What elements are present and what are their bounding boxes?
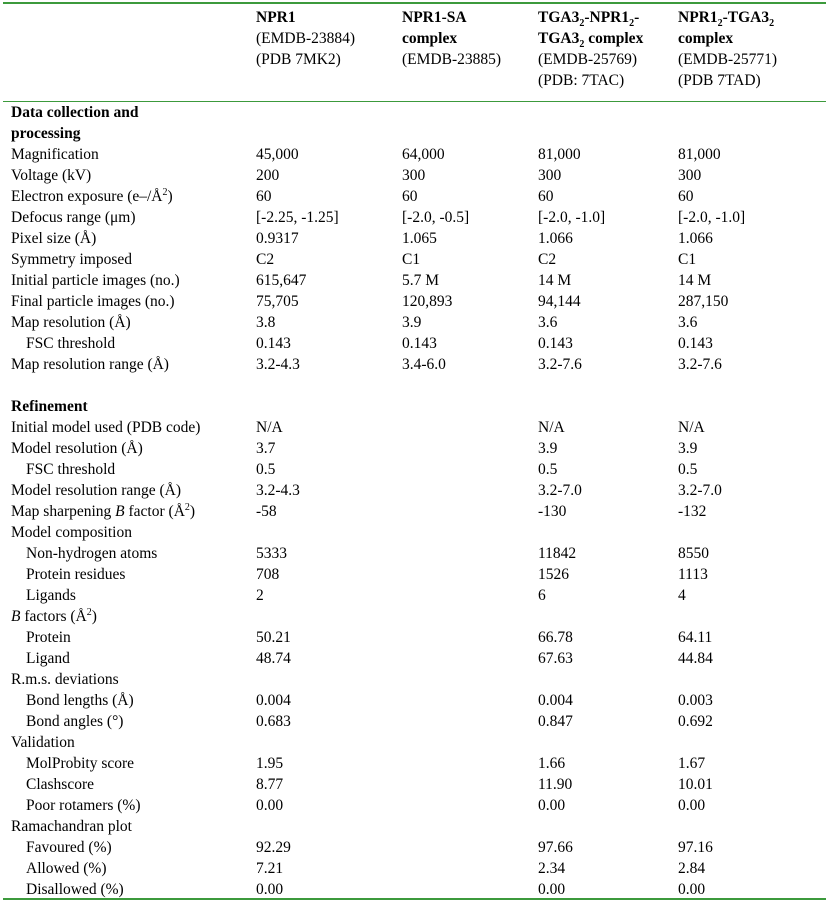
row-label: Clashscore	[26, 776, 95, 793]
row-label: Validation	[11, 734, 75, 751]
table-row-magnification	[0, 144, 829, 165]
column-subtitle: (EMDB-25769)	[538, 51, 638, 68]
cell-value	[256, 606, 402, 627]
cell-value: 10.01	[678, 776, 713, 793]
cell-value: 0.143	[402, 335, 437, 352]
cell-value: 0.847	[538, 713, 573, 730]
cell-value: 200	[256, 167, 280, 184]
cell-value: 3.2-4.3	[256, 356, 300, 373]
cell-value: 300	[402, 167, 426, 184]
cell-value	[402, 711, 538, 732]
row-label: FSC threshold	[26, 461, 116, 478]
cell-value: 60	[538, 188, 554, 205]
row-label: Electron exposure $(e-/Å^2)$	[11, 186, 173, 205]
table-row-pixel	[0, 228, 829, 249]
row-label: Non-hydrogen atoms	[26, 545, 158, 562]
cell-value: 64.11	[678, 629, 713, 646]
cell-value: 3.8	[256, 314, 276, 331]
cell-value: N/A	[678, 419, 705, 436]
cell-value: 3.6	[538, 314, 558, 331]
cell-value: 0.003	[678, 692, 713, 709]
row-label: Map sharpening B factor $(Å^2)$	[11, 501, 196, 520]
table-row-symmetry	[0, 249, 829, 270]
cell-value: 45,000	[256, 146, 299, 163]
table-row-disallowed	[0, 879, 829, 900]
row-label: Defocus range (μm)	[11, 209, 136, 226]
cell-value: 615,647	[256, 272, 307, 289]
cell-value: 0.9317	[256, 230, 299, 247]
cell-value: 14 M	[538, 272, 572, 289]
cell-value: 44.84	[678, 650, 713, 667]
row-label: Allowed (%)	[26, 860, 107, 877]
cell-value: [-2.0, -0.5]	[402, 209, 470, 226]
column-header-npr1-sa	[402, 7, 538, 102]
cell-value: 5.7 M	[402, 272, 440, 289]
table-row-initial-particles	[0, 270, 829, 291]
cell-value: 3.7	[256, 440, 276, 457]
table-row-defocus	[0, 207, 829, 228]
cell-value	[678, 732, 829, 753]
cell-value	[402, 585, 538, 606]
section-title: Data collection and	[11, 104, 139, 121]
row-label: Bond angles (°)	[26, 713, 124, 730]
table-row-model-range	[0, 480, 829, 501]
table-row-model-res	[0, 438, 829, 459]
row-label: Initial particle images (no.)	[11, 272, 180, 289]
cell-value	[402, 417, 538, 438]
section-row	[0, 102, 829, 123]
cell-value	[256, 816, 402, 837]
row-label: Model composition	[11, 524, 132, 541]
cell-value	[402, 669, 538, 690]
cell-value	[402, 522, 538, 543]
row-label: Ramachandran plot	[11, 818, 132, 835]
cell-value: 81,000	[678, 146, 721, 163]
cell-value: 7.21	[256, 860, 284, 877]
cell-value: 0.5	[678, 461, 698, 478]
cell-value: 0.00	[678, 797, 706, 814]
table-row-initial-model	[0, 417, 829, 438]
cell-value: 0.143	[256, 335, 291, 352]
cell-value: C2	[256, 251, 275, 268]
column-subtitle: (PDB: 7TAC)	[538, 72, 625, 89]
section-title: Refinement	[11, 398, 88, 415]
cell-value: C1	[402, 251, 421, 268]
cell-value: 1.066	[538, 230, 573, 247]
table-row-favoured	[0, 837, 829, 858]
cell-value	[402, 648, 538, 669]
column-subtitle: (EMDB-23885)	[402, 51, 502, 68]
cell-value	[256, 732, 402, 753]
cell-value	[538, 732, 678, 753]
table-row-map-res	[0, 312, 829, 333]
column-header-npr1	[256, 7, 402, 102]
cell-value: 4	[678, 587, 686, 604]
cell-value: C2	[538, 251, 557, 268]
cell-value: 3.2-4.3	[256, 482, 300, 499]
cell-value	[402, 879, 538, 900]
cell-value: 1113	[678, 566, 708, 583]
row-label: Disallowed (%)	[26, 881, 124, 898]
row-label: Final particle images (no.)	[11, 293, 175, 310]
cell-value: 0.00	[256, 881, 284, 898]
cell-value: 1.065	[402, 230, 437, 247]
spacer-row	[0, 375, 829, 396]
header-row	[0, 7, 829, 102]
cell-value	[538, 816, 678, 837]
cell-value	[402, 564, 538, 585]
cell-value: 97.66	[538, 839, 573, 856]
row-label: MolProbity score	[26, 755, 135, 772]
table-row-atoms	[0, 543, 829, 564]
cell-value	[402, 795, 538, 816]
row-label: Protein residues	[26, 566, 126, 583]
cell-value: 1.95	[256, 755, 284, 772]
cell-value: 300	[678, 167, 702, 184]
column-subtitle: (EMDB-25771)	[678, 51, 778, 68]
cell-value	[402, 606, 538, 627]
cell-value: 11.90	[538, 776, 573, 793]
data-table	[0, 7, 829, 900]
cell-value	[402, 774, 538, 795]
cell-value: 287,150	[678, 293, 729, 310]
cell-value: 0.00	[538, 881, 566, 898]
cell-value: 3.2-7.6	[538, 356, 582, 373]
cell-value: 81,000	[538, 146, 581, 163]
section-row	[0, 396, 829, 417]
cell-value: 6	[538, 587, 546, 604]
cell-value	[402, 858, 538, 879]
cell-value: 0.692	[678, 713, 713, 730]
cell-value: 708	[256, 566, 280, 583]
cell-value: 1.066	[678, 230, 713, 247]
table-row-voltage	[0, 165, 829, 186]
cell-value: 1.67	[678, 755, 706, 772]
column-title: complex	[402, 30, 458, 47]
table-row-protein	[0, 627, 829, 648]
row-label: Model resolution (Å)	[11, 440, 143, 457]
row-label: Bond lengths (Å)	[26, 692, 134, 709]
cell-value: 3.9	[678, 440, 698, 457]
table-row-sharpening	[0, 501, 829, 522]
cell-value: 92.29	[256, 839, 291, 856]
cell-value	[402, 816, 538, 837]
column-title: $NPR1_2-TGA3_2$	[678, 9, 775, 30]
table-row-molprobity	[0, 753, 829, 774]
cell-value: 14 M	[678, 272, 712, 289]
row-label: Poor rotamers (%)	[26, 797, 141, 814]
row-label: Magnification	[11, 146, 99, 163]
cell-value: 97.16	[678, 839, 713, 856]
cell-value: 0.143	[538, 335, 573, 352]
row-label: FSC threshold	[26, 335, 116, 352]
cell-value: N/A	[538, 419, 565, 436]
row-label: R.m.s. deviations	[11, 671, 119, 688]
cell-value	[402, 732, 538, 753]
cell-value	[256, 669, 402, 690]
column-title: NPR1-SA	[402, 9, 467, 26]
cell-value: 2.34	[538, 860, 566, 877]
cell-value	[402, 480, 538, 501]
cell-value	[678, 816, 829, 837]
row-label: B factors $(Å^2)$	[11, 606, 97, 625]
row-label: Pixel size (Å)	[11, 230, 97, 247]
cell-value: 0.5	[538, 461, 558, 478]
cell-value: N/A	[256, 419, 283, 436]
cell-value	[402, 627, 538, 648]
table-row-ligands	[0, 585, 829, 606]
table-row-composition	[0, 522, 829, 543]
cell-value: 3.4-6.0	[402, 356, 446, 373]
table-row-bond-angles	[0, 711, 829, 732]
row-label: Ligands	[26, 587, 76, 604]
column-title: complex	[678, 30, 734, 47]
cell-value: 0.00	[538, 797, 566, 814]
cell-value: 0.00	[256, 797, 284, 814]
row-label: Ligand	[26, 650, 70, 667]
cell-value: 8.77	[256, 776, 284, 793]
table-row-validation	[0, 732, 829, 753]
cell-value: 2	[256, 587, 264, 604]
cell-value: 11842	[538, 545, 577, 562]
table-row-rama	[0, 816, 829, 837]
row-label: Voltage (kV)	[11, 167, 92, 184]
cell-value: 0.143	[678, 335, 713, 352]
table-row-rms	[0, 669, 829, 690]
cell-value: 3.2-7.0	[678, 482, 722, 499]
cell-value: -58	[256, 503, 277, 520]
column-subtitle: (EMDB-23884)	[256, 30, 356, 47]
table-row-rotamers	[0, 795, 829, 816]
cell-value: [-2.25, -1.25]	[256, 209, 339, 226]
column-title: $TGA3_2-NPR1_2-$	[538, 9, 640, 30]
spacer	[0, 375, 829, 396]
cell-value: 0.683	[256, 713, 291, 730]
cell-value: 0.5	[256, 461, 276, 478]
cell-value: C1	[678, 251, 697, 268]
column-title: NPR1	[256, 9, 296, 26]
top-rule	[3, 2, 826, 4]
table-row-residues	[0, 564, 829, 585]
table-row-fsc1	[0, 333, 829, 354]
table-row-bfactors	[0, 606, 829, 627]
table-row-final-particles	[0, 291, 829, 312]
cell-value: 64,000	[402, 146, 445, 163]
cell-value	[256, 522, 402, 543]
cell-value: 66.78	[538, 629, 573, 646]
cell-value: 0.004	[538, 692, 573, 709]
cell-value: 3.9	[538, 440, 558, 457]
column-header-tga3-npr1-tga3	[538, 7, 678, 102]
cell-value: 3.2-7.0	[538, 482, 582, 499]
row-label: Model resolution range (Å)	[11, 482, 182, 499]
cell-value	[678, 669, 829, 690]
cell-value: 1526	[538, 566, 569, 583]
cell-value: 300	[538, 167, 562, 184]
cell-value: 60	[402, 188, 418, 205]
cell-value: 67.63	[538, 650, 573, 667]
table-row-clashscore	[0, 774, 829, 795]
cell-value	[402, 543, 538, 564]
table-row-allowed	[0, 858, 829, 879]
cell-value: 0.00	[678, 881, 706, 898]
table-row-exposure	[0, 186, 829, 207]
cell-value: 0.004	[256, 692, 291, 709]
table-row-fsc2	[0, 459, 829, 480]
cell-value: 50.21	[256, 629, 291, 646]
cell-value	[538, 669, 678, 690]
table-row-ligand	[0, 648, 829, 669]
cell-value: 1.66	[538, 755, 566, 772]
column-subtitle: (PDB 7MK2)	[256, 51, 341, 68]
section-title: processing	[11, 125, 81, 142]
cell-value: 3.9	[402, 314, 422, 331]
cell-value	[678, 606, 829, 627]
table-row-bond-lengths	[0, 690, 829, 711]
row-label: Map resolution range (Å)	[11, 356, 169, 373]
row-label: Protein	[26, 629, 71, 646]
cell-value: 60	[678, 188, 694, 205]
cell-value	[402, 837, 538, 858]
column-subtitle: (PDB 7TAD)	[678, 72, 761, 89]
cell-value: 120,893	[402, 293, 453, 310]
column-title: $TGA3_2$ complex	[538, 30, 644, 51]
cell-value: -130	[538, 503, 567, 520]
cell-value: 60	[256, 188, 272, 205]
cell-value: 8550	[678, 545, 709, 562]
row-label: Initial model used (PDB code)	[11, 419, 201, 436]
row-label: Favoured (%)	[26, 839, 112, 856]
cell-value	[402, 459, 538, 480]
cell-value: 3.2-7.6	[678, 356, 722, 373]
cell-value	[678, 522, 829, 543]
header-empty	[0, 7, 256, 102]
cell-value: 48.74	[256, 650, 291, 667]
cell-value: 94,144	[538, 293, 581, 310]
cell-value	[538, 522, 678, 543]
section-row	[0, 123, 829, 144]
table-row-map-range	[0, 354, 829, 375]
cell-value	[402, 501, 538, 522]
cell-value	[402, 438, 538, 459]
row-label: Map resolution (Å)	[11, 314, 131, 331]
cell-value: [-2.0, -1.0]	[678, 209, 746, 226]
cell-value: [-2.0, -1.0]	[538, 209, 606, 226]
cell-value: 75,705	[256, 293, 299, 310]
cell-value: 3.6	[678, 314, 698, 331]
column-header-npr1-tga3	[678, 7, 829, 102]
cell-value	[402, 753, 538, 774]
cell-value: 5333	[256, 545, 287, 562]
cell-value: 2.84	[678, 860, 706, 877]
cell-value: -132	[678, 503, 707, 520]
row-label: Symmetry imposed	[11, 251, 132, 268]
cell-value	[538, 606, 678, 627]
cell-value	[402, 690, 538, 711]
